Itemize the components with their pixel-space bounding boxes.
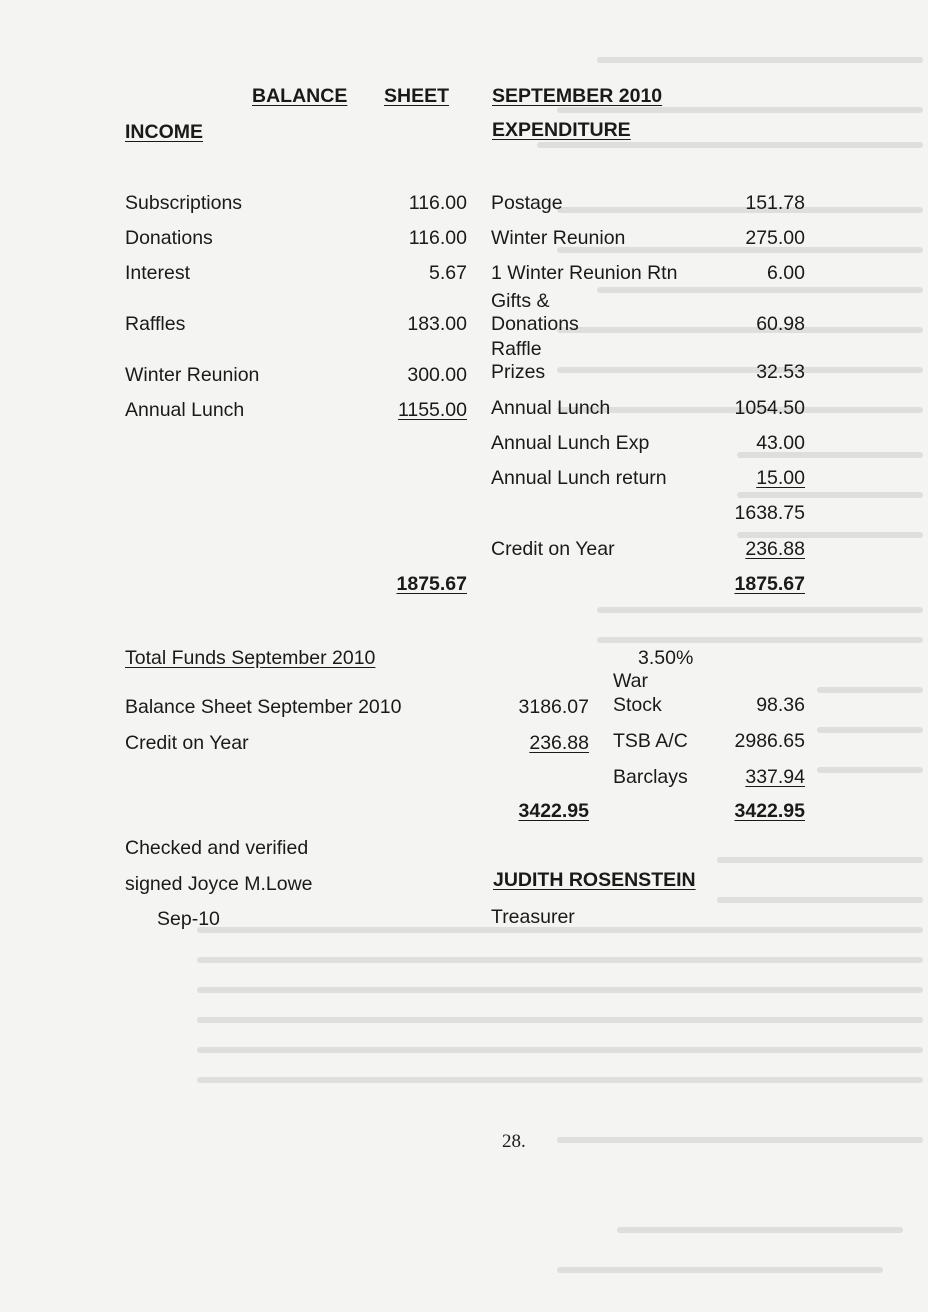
funds-total-right: 3422.95: [734, 800, 805, 822]
expenditure-amount: 275.00: [745, 227, 805, 249]
funds-row-amount: 236.88: [529, 732, 589, 754]
account-label: Barclays: [613, 766, 688, 788]
account-amount: 337.94: [745, 766, 805, 788]
expenditure-label: Postage: [491, 192, 563, 214]
account-amount: 2986.65: [734, 730, 805, 752]
income-amount: 116.00: [408, 192, 467, 214]
expenditure-label: Annual Lunch return: [491, 467, 667, 489]
income-amount: 5.67: [429, 262, 467, 284]
expenditure-amount: 32.53: [756, 361, 805, 383]
account-label: TSB A/C: [613, 730, 688, 752]
credit-on-year-label: Credit on Year: [491, 538, 615, 560]
income-label: Raffles: [125, 313, 186, 335]
title-balance: BALANCE: [252, 85, 348, 107]
funds-row-label: Balance Sheet September 2010: [125, 696, 402, 718]
income-label: Interest: [125, 262, 191, 284]
account-amount: 98.36: [756, 694, 805, 716]
expenditure-amount: 15.00: [756, 467, 805, 489]
funds-row-amount: 3186.07: [518, 696, 589, 718]
expenditure-label-line1: Raffle: [491, 338, 542, 360]
income-label: Subscriptions: [125, 192, 243, 214]
expenditure-amount: 43.00: [756, 432, 805, 454]
treasurer-title: Treasurer: [491, 906, 575, 928]
signed-by-text: signed Joyce M.Lowe: [125, 873, 313, 895]
account-label-line2: Stock: [613, 694, 662, 716]
income-label: Annual Lunch: [125, 399, 245, 421]
income-amount: 300.00: [407, 364, 467, 386]
income-label: Winter Reunion: [125, 364, 260, 386]
income-amount: 116.00: [408, 227, 467, 249]
income-amount: 1155.00: [397, 399, 467, 421]
expenditure-label: Annual Lunch Exp: [491, 432, 650, 454]
expenditure-amount: 60.98: [756, 313, 805, 335]
treasurer-name: JUDITH ROSENSTEIN: [493, 869, 696, 891]
expenditure-label-line2: Donations: [491, 313, 579, 335]
title-sheet: SHEET: [384, 85, 450, 107]
expenditure-total: 1875.67: [734, 573, 805, 595]
credit-on-year-amount: 236.88: [745, 538, 805, 560]
account-label-line1: War: [613, 670, 649, 692]
income-label: Donations: [125, 227, 213, 249]
expenditure-amount: 6.00: [767, 262, 805, 284]
expenditure-subtotal: 1638.75: [734, 502, 805, 524]
funds-total-left: 3422.95: [518, 800, 589, 822]
income-amount: 183.00: [407, 313, 467, 335]
funds-title: Total Funds September 2010: [125, 647, 376, 669]
funds-rate: 3.50%: [638, 647, 694, 669]
page-number: 28.: [502, 1131, 526, 1152]
income-heading: INCOME: [125, 121, 203, 143]
signed-date: Sep-10: [157, 908, 220, 930]
expenditure-label: Annual Lunch: [491, 397, 611, 419]
expenditure-amount: 151.78: [745, 192, 805, 214]
expenditure-amount: 1054.50: [734, 397, 805, 419]
income-total: 1875.67: [396, 573, 467, 595]
expenditure-label: Winter Reunion: [491, 227, 626, 249]
expenditure-heading: EXPENDITURE: [492, 119, 631, 141]
title-period: SEPTEMBER 2010: [492, 85, 663, 107]
expenditure-label-line1: Gifts &: [491, 290, 550, 312]
expenditure-label: 1 Winter Reunion Rtn: [491, 262, 678, 284]
expenditure-label-line2: Prizes: [491, 361, 546, 383]
checked-verified-text: Checked and verified: [125, 837, 309, 859]
funds-row-label: Credit on Year: [125, 732, 249, 754]
